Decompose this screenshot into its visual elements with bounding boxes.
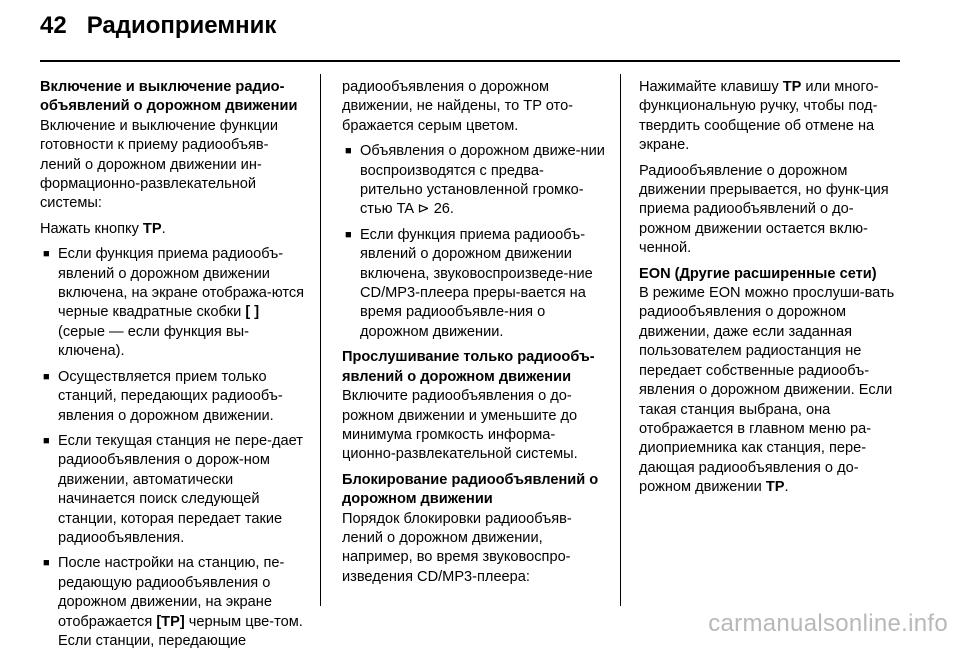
tp-symbol: [TP] [156, 613, 185, 630]
column-divider [320, 74, 321, 606]
text: После настройки на станцию, пе-редающую радиообъявления о дорожном движении, на экране отображается [58, 555, 285, 630]
list-item: ■ Осуществляется прием только станций, передающих радиообъ-явления о дорожном движении. [40, 368, 306, 426]
header-rule [40, 60, 900, 62]
paragraph [639, 78, 901, 156]
column-2 [342, 78, 606, 593]
text: Нажать кнопку [40, 220, 143, 237]
section-heading: Включение и выключение радио-объявлений о дорожном движении [40, 79, 298, 115]
paragraph: Радиообъявление о дорожном движении прерывается, но функ-ция приема радиообъявлений о до-рожном движении остается вклю-ченной. [639, 162, 889, 257]
section-heading: EON (Другие расширенные сети) [639, 265, 877, 282]
page-title: Радиоприемник [86, 12, 277, 39]
text: черным цве-том. Если станции, передающие [58, 613, 303, 649]
paragraph: Включение и выключение функции готовности к приему радиообъяв-лений о дорожном движении ин-формационно-развлекательной системы: [40, 117, 279, 212]
paragraph: Порядок блокировки радиообъяв-лений о дорожном движении, например, во время звуковоспро-изведения CD/MP3-плеера: [342, 510, 572, 585]
page-ref-arrow-icon: ⊳ [417, 201, 430, 218]
text: . [161, 220, 166, 237]
text: Если функция приема радиообъ-явлений о дорожном движении включена, на экране отобража-ются черные квадратные скобки [58, 246, 305, 321]
text: . [784, 479, 789, 496]
text: В режиме EON можно прослуши-вать радиообъявления о дорожном движении, даже если заданная пользователем радиостанция не передает собственные радиообъ-явления о дорожном движении. Если такая станция выбрана, она отображается в главном меню ра-диоприемника как станция, пере-дающая радиообъявления о до-рожном движении [639, 285, 895, 496]
paragraph [40, 220, 306, 239]
page-number: 42 [40, 12, 67, 39]
column-divider [620, 74, 621, 606]
text: (серые — если функция вы-ключена). [58, 323, 249, 360]
page-ref[interactable]: 26. [429, 201, 454, 218]
list-item [40, 245, 306, 361]
bracket-symbol: [ ] [245, 304, 260, 321]
section-heading: Блокирование радиообъявлений о дорожном движении [342, 471, 599, 508]
section-heading: Прослушивание только радиообъ-явлений о дорожном движении [342, 349, 595, 385]
page-header [40, 12, 276, 40]
bullet-list [342, 142, 606, 342]
column-1 [40, 78, 306, 657]
column-3 [639, 78, 901, 504]
text: Объявления о дорожном движе-нии воспроизводятся с предва-рительно установленной громко-стью TA [360, 143, 605, 218]
text: или много-функциональную ручку, чтобы под-твердить сообщение об отмене на экране. [639, 79, 879, 154]
paragraph [639, 284, 901, 497]
list-item: ■ Если текущая станция не пере-дает радиообъявления о дорож-ном движении, автоматически начинается поиск следующей станции, которая передает такие радиообъявления. [40, 432, 306, 548]
key-label: TP [142, 220, 162, 237]
watermark: carmanualsonline.info [708, 610, 948, 637]
key-label: TP [765, 479, 785, 496]
bullet-list [40, 245, 306, 651]
paragraph: радиообъявления о дорожном движении, не найдены, то TP ото-бражается серым цветом. [342, 79, 574, 134]
list-item [342, 142, 606, 220]
list-item: ■ Если функция приема радиообъ-явлений о дорожном движении включена, звуковоспроизведе-ние CD/MP3-плеера преры-вается на время радиообъявле-ния о дорожном движении. [342, 226, 606, 342]
key-label: TP [782, 79, 802, 95]
list-item [40, 554, 306, 651]
text: Нажимайте клавишу [639, 79, 783, 95]
paragraph: Включите радиообъявления о до-рожном движении и уменьшите до минимума громкость информа-ционно-развлекательной системы. [342, 388, 578, 463]
